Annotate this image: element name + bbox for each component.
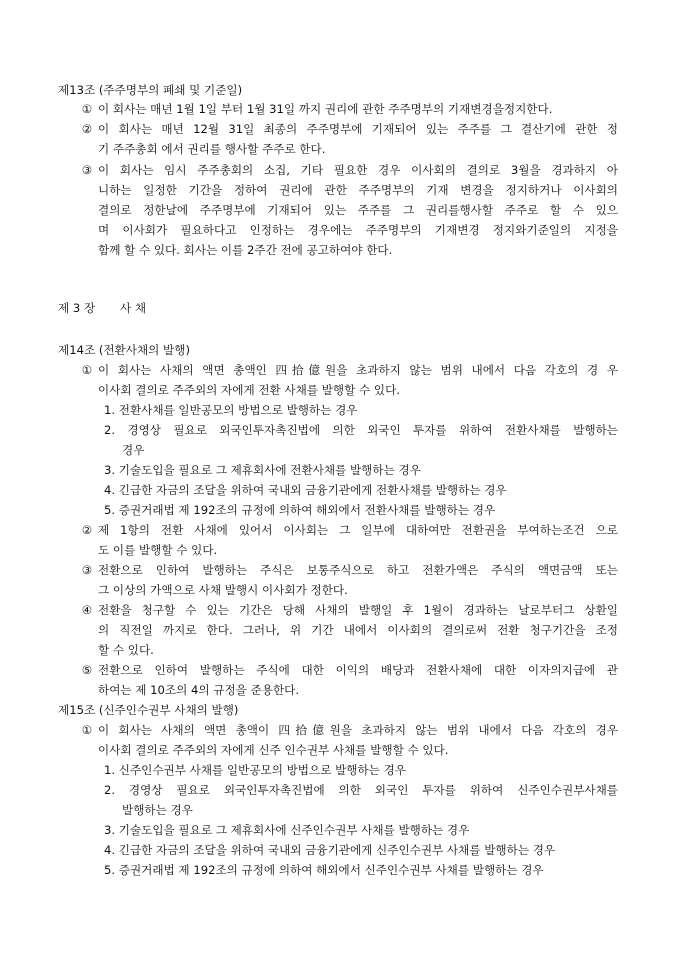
article-14-heading: 제14조 (전환사채의 발행) xyxy=(58,343,190,357)
subitem-4: 4. 긴급한 자금의 조달을 위하여 국내외 금융기관에게 전환사채를 발행하는 경우 xyxy=(104,483,507,497)
article-13-item-3-line-3: 결의로 정한날에 주주명부에 기재되어 있는 주주를 그 권리를행사할 주주로 할 수 있으 xyxy=(98,203,618,217)
chapter-title: 사 채 xyxy=(120,301,147,315)
subitem-2-line-1: 2. 경영상 필요로 외국인투자촉진법에 의한 외국인 투자를 위하여 전환사채를 발행하는 xyxy=(104,423,618,437)
article-14-item-2-line-2: 도 이를 발행할 수 있다. xyxy=(98,543,218,557)
subitem-3: 3. 기술도입을 필요로 그 제휴회사에 전환사채를 발행하는 경우 xyxy=(104,463,421,477)
article-14-item-5-line-2: 하여는 제 10조의 4의 규정을 준용한다. xyxy=(98,683,300,697)
article-13-item-3-line-2: 니하는 일정한 기간을 정하여 권리에 관한 주주명부의 기재 변경을 정지하거나 이사회의 xyxy=(98,183,618,197)
article-13-item-2-line-1: 이 회사는 매년 12월 31일 최종의 주주명부에 기재되어 있는 주주를 그 결산기에 관한 정 xyxy=(98,122,618,136)
item-marker: ④ xyxy=(81,603,93,617)
article-15-item-1-line-2: 이사회 결의로 주주외의 자에게 신주 인수권부 사채를 발행할 수 있다. xyxy=(98,743,449,757)
article-14-item-3-line-2: 그 이상의 가액으로 사채 발행시 이사회가 정한다. xyxy=(98,583,348,597)
subitem-1: 1. 신주인수권부 사채를 일반공모의 방법으로 발행하는 경우 xyxy=(104,763,406,777)
item-marker: ① xyxy=(81,363,93,377)
article-13-item-3-line-1: 이 회사는 임시 주주총회의 소집, 기타 필요한 경우 이사회의 결의로 3월을 경과하지 아 xyxy=(98,163,618,177)
subitem-3: 3. 기술도입을 필요로 그 제휴회사에 신주인수권부 사채를 발행하는 경우 xyxy=(104,823,470,837)
article-14-item-1-line-1: 이 회사는 사채의 액면 총액인 四拾億원을 초과하지 않는 범위 내에서 다음 각호의 경 우 xyxy=(98,363,618,377)
item-marker: ⑤ xyxy=(81,663,93,677)
article-14-item-1-line-2: 이사회 결의로 주주외의 자에게 전환 사채를 발행할 수 있다. xyxy=(98,383,400,397)
item-marker: ② xyxy=(81,523,93,537)
item-marker: ② xyxy=(81,122,93,136)
article-14-item-4-line-1: 전환을 청구할 수 있는 기간은 당해 사채의 발행일 후 1월이 경과하는 날로부터그 상환일 xyxy=(98,603,618,617)
subitem-4: 4. 긴급한 자금의 조달을 위하여 국내외 금융기관에게 신주인수권부 사채를 발행하는 경우 xyxy=(104,843,556,857)
article-13-item-3-line-5: 함께 할 수 있다. 회사는 이를 2주간 전에 공고하여야 한다. xyxy=(98,243,393,257)
article-14-item-4-line-3: 할 수 있다. xyxy=(98,643,154,657)
item-marker: ① xyxy=(81,723,93,737)
article-14-item-4-line-2: 의 직전일 까지로 한다. 그러나, 위 기간 내에서 이사회의 결의로써 전환 청구기간을 조정 xyxy=(98,623,618,637)
article-15-item-1-line-1: 이 회사는 사채의 액면 총액이 四拾億원을 초과하지 않는 범위 내에서 다음 각호의 경우 xyxy=(98,723,618,737)
article-15-heading: 제15조 (신주인수권부 사채의 발행) xyxy=(58,703,239,717)
article-14-item-5-line-1: 전환으로 인하여 발행하는 주식에 대한 이익의 배당과 전환사채에 대한 이자의지급에 관 xyxy=(98,663,618,677)
article-13-item-1-line-1: 이 회사는 매년 1월 1일 부터 1월 31일 까지 권리에 관한 주주명부의 기재변경을정지한다. xyxy=(98,102,553,116)
article-14-item-3-line-1: 전환으로 인하여 발행하는 주식은 보통주식으로 하고 전환가액은 주식의 액면금액 또는 xyxy=(98,563,618,577)
article-13-heading: 제13조 (주주명부의 폐쇄 및 기준일) xyxy=(58,83,243,97)
article-13-item-3-line-4: 며 이사회가 필요하다고 인정하는 경우에는 주주명부의 기재변경 정지와기준일의 지정을 xyxy=(98,223,618,237)
item-marker: ③ xyxy=(81,563,93,577)
article-14-item-2-line-1: 제 1항의 전환 사채에 있어서 이사회는 그 일부에 대하여만 전환권을 부여하는조건 으로 xyxy=(98,523,618,537)
subitem-2-line-1: 2. 경영상 필요로 외국인투자촉진법에 의한 외국인 투자를 위하여 신주인수권부사채를 xyxy=(104,783,618,797)
subitem-2-line-2: 경우 xyxy=(122,443,145,457)
chapter-label: 제 3 장 xyxy=(58,301,96,315)
article-13-item-2-line-2: 기 주주총회 에서 권리를 행사할 주주로 한다. xyxy=(98,142,326,156)
item-marker: ③ xyxy=(81,163,93,177)
subitem-1: 1. 전환사채를 일반공모의 방법으로 발행하는 경우 xyxy=(104,403,358,417)
subitem-5: 5. 증권거래법 제 192조의 규정에 의하여 해외에서 전환사채를 발행하는 경우 xyxy=(104,503,496,517)
item-marker: ① xyxy=(81,102,93,116)
subitem-2-line-2: 발행하는 경우 xyxy=(122,803,193,817)
subitem-5: 5. 증권거래법 제 192조의 규정에 의하여 해외에서 신주인수권부 사채를 발행하는 경우 xyxy=(104,863,544,877)
